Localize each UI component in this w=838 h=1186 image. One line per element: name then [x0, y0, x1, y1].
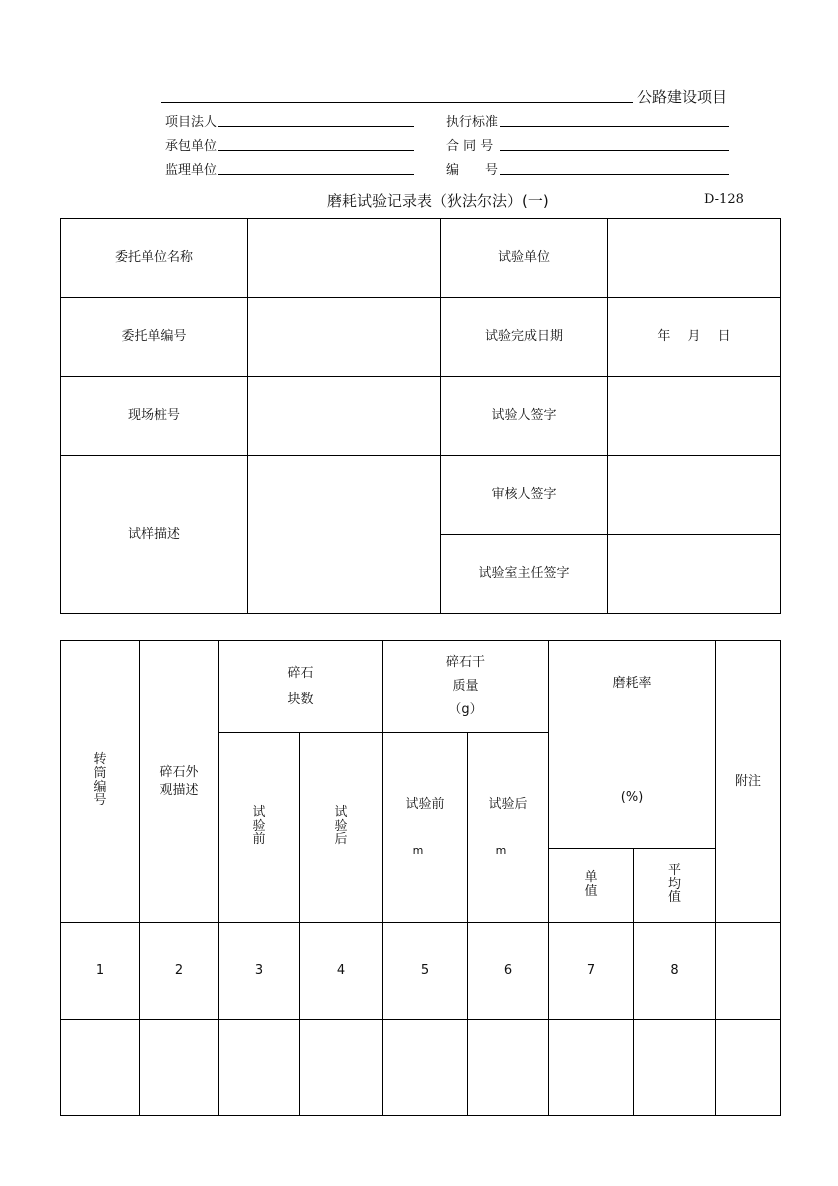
table-row: [61, 1020, 781, 1116]
header-drum-no: [61, 641, 140, 923]
mass-before-label: 试验前: [405, 797, 445, 813]
cell-avg-value[interactable]: [634, 1020, 716, 1116]
col-number-3: 3: [219, 923, 300, 1020]
field-label-contract-no: 合 同 号: [446, 139, 494, 154]
value-completion-date[interactable]: 年 月 日: [608, 298, 781, 377]
field-label-supervisor: 监理单位: [165, 163, 218, 178]
label-sample-desc: 试样描述: [61, 456, 248, 614]
col-number-7: 7: [549, 923, 634, 1020]
col-number-1: 1: [61, 923, 140, 1020]
avg-value-text: 平均值: [668, 863, 682, 906]
mass-line2: 质量: [452, 678, 479, 694]
field-line-legal-person[interactable]: [218, 126, 414, 127]
label-completion-date: 试验完成日期: [441, 298, 608, 377]
header-single-value: [549, 849, 634, 923]
header-pieces-before: [219, 733, 300, 923]
cell-single-value[interactable]: [549, 1020, 634, 1116]
value-test-unit[interactable]: [608, 219, 781, 298]
field-line-contract-no[interactable]: [500, 150, 729, 151]
pieces-before-text: 试验前: [252, 805, 266, 848]
mass-before-symbol: m: [412, 843, 424, 857]
form-code: D-128: [704, 192, 744, 207]
header-mass-after: [468, 733, 549, 923]
col-number-2: 2: [140, 923, 219, 1020]
appearance-line1: 碎石外: [159, 764, 199, 780]
field-line-standard[interactable]: [500, 126, 729, 127]
project-line: [161, 102, 633, 103]
project-name: 公路建设项目: [637, 88, 728, 106]
cell-mass-before[interactable]: [383, 1020, 468, 1116]
pieces-after-text: 试验后: [334, 805, 348, 848]
form-title: 磨耗试验记录表（狄法尔法）(一): [327, 192, 549, 210]
label-reviewer-sign: 审核人签字: [441, 456, 608, 535]
label-test-unit: 试验单位: [441, 219, 608, 298]
header-mass-before: [383, 733, 468, 923]
mass-line1: 碎石干: [446, 655, 486, 671]
field-label-standard: 执行标准: [446, 115, 499, 130]
field-label-legal-person: 项目法人: [165, 115, 218, 130]
single-value-text: 单值: [584, 869, 598, 899]
label-tester-sign: 试验人签字: [441, 377, 608, 456]
value-order-no[interactable]: [248, 298, 441, 377]
value-client-name[interactable]: [248, 219, 441, 298]
cell-appearance[interactable]: [140, 1020, 219, 1116]
col-number-remarks: [716, 923, 781, 1020]
cell-remarks[interactable]: [716, 1020, 781, 1116]
field-label-serial-no: 编 号: [446, 163, 499, 178]
label-client-name: 委托单位名称: [61, 219, 248, 298]
mass-after-label: 试验后: [488, 797, 528, 813]
cell-pieces-before[interactable]: [219, 1020, 300, 1116]
mass-unit: （g）: [448, 702, 483, 718]
header-mass: [383, 641, 549, 733]
wear-unit: (%): [620, 789, 644, 805]
mass-after-symbol: m: [495, 843, 507, 857]
field-line-supervisor[interactable]: [218, 174, 414, 175]
field-line-contractor[interactable]: [218, 150, 414, 151]
value-sample-desc[interactable]: [248, 456, 441, 614]
data-table: [60, 640, 781, 1116]
header-pieces: [219, 641, 383, 733]
col-number-4: 4: [300, 923, 383, 1020]
cell-pieces-after[interactable]: [300, 1020, 383, 1116]
value-stake-no[interactable]: [248, 377, 441, 456]
info-table: [60, 218, 781, 614]
col-number-5: 5: [383, 923, 468, 1020]
pieces-line1: 碎石: [287, 665, 314, 681]
col-number-8: 8: [634, 923, 716, 1020]
cell-mass-after[interactable]: [468, 1020, 549, 1116]
header-wear: [549, 641, 716, 849]
field-label-contractor: 承包单位: [165, 139, 218, 154]
header-remarks: 附注: [716, 641, 781, 923]
header-pieces-after: [300, 733, 383, 923]
label-stake-no: 现场桩号: [61, 377, 248, 456]
pieces-line2: 块数: [287, 691, 314, 707]
header-appearance: [140, 641, 219, 923]
value-tester-sign[interactable]: [608, 377, 781, 456]
field-line-serial-no[interactable]: [500, 174, 729, 175]
wear-rate-label: 磨耗率: [612, 676, 652, 691]
drum-no-text: 转筒编号: [93, 752, 107, 809]
column-number-row: [61, 923, 781, 1020]
appearance-line2: 观描述: [159, 782, 199, 798]
col-number-6: 6: [468, 923, 549, 1020]
value-director-sign[interactable]: [608, 535, 781, 614]
label-order-no: 委托单编号: [61, 298, 248, 377]
label-director-sign: 试验室主任签字: [441, 535, 608, 614]
cell-drum-no[interactable]: [61, 1020, 140, 1116]
value-reviewer-sign[interactable]: [608, 456, 781, 535]
header-avg-value: [634, 849, 716, 923]
